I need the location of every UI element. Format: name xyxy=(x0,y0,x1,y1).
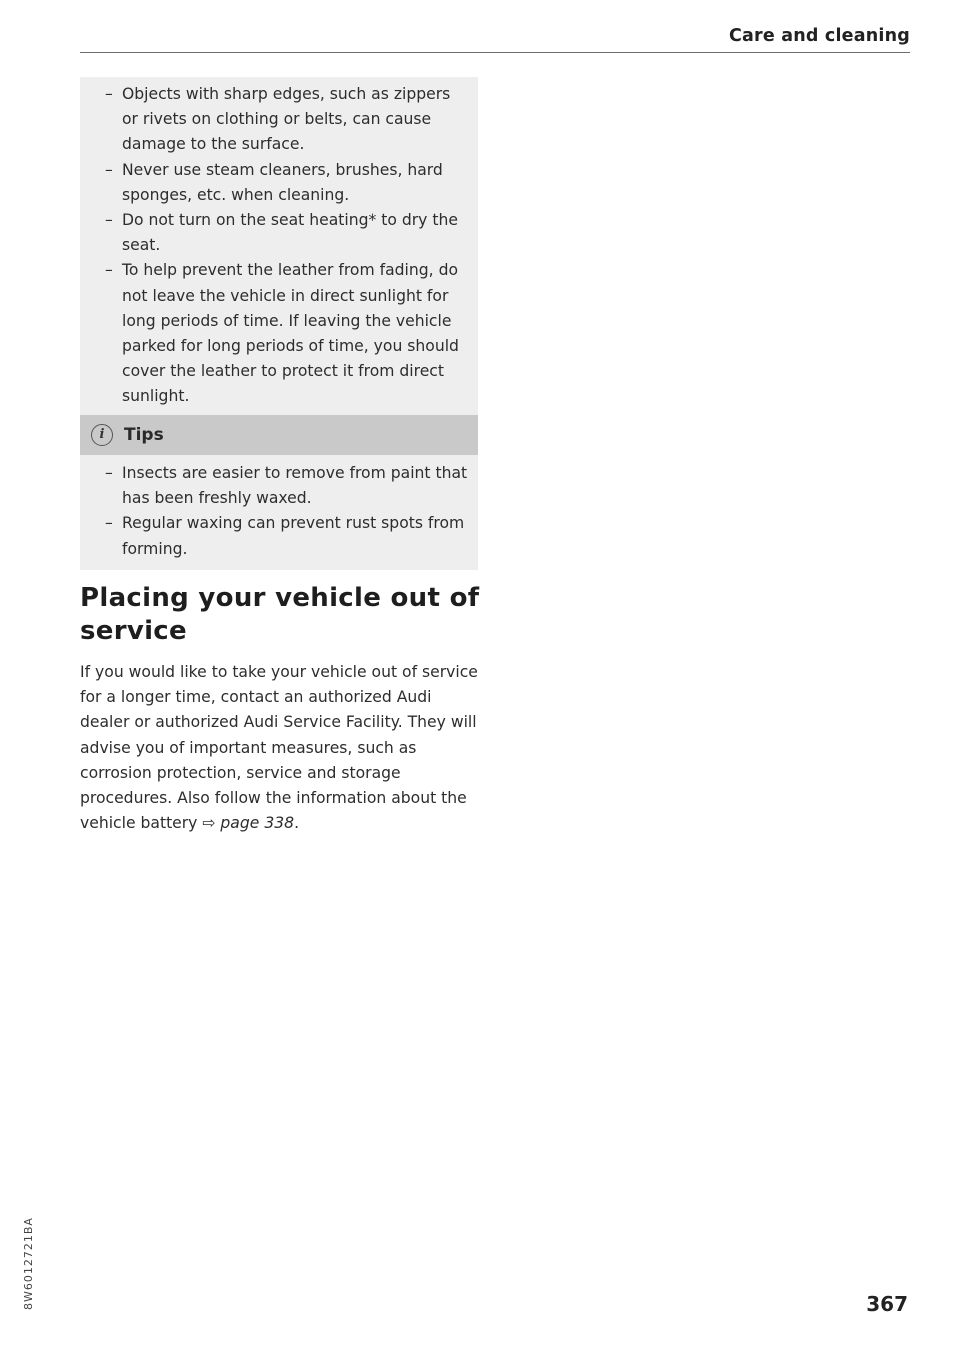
body-paragraph: If you would like to take your vehicle out of service for a longer time, contact an authorized Audi dealer or authorized Audi Service Facility. They will advise you of important measures, such as corrosion protection, service and storage procedures. Also follow the information about the vehicle battery xyxy=(80,663,478,833)
list-item-text: Objects with sharp edges, such as zippers or rivets on clothing or belts, can cause damage to the surface. xyxy=(122,85,451,154)
running-header: Care and cleaning xyxy=(728,26,910,46)
tips-box xyxy=(80,415,478,570)
tips-label: Tips xyxy=(124,425,164,445)
list-item: – Regular waxing can prevent rust spots from forming. xyxy=(105,514,465,558)
list-item-text: To help prevent the leather from fading, do not leave the vehicle in direct sunlight for long periods of time. If leaving the vehicle parked for long periods of time, you should cover the leather to protect it from direct sunlight. xyxy=(122,261,459,406)
list-item: – Do not turn on the seat heating* to dry the seat. xyxy=(105,211,458,255)
header-rule xyxy=(80,52,910,53)
page-number: 367 xyxy=(866,1292,908,1316)
list-item-text: Do not turn on the seat heating* to dry the seat. xyxy=(122,211,458,255)
section-body xyxy=(80,660,480,836)
list-item: – Insects are easier to remove from paint that has been freshly waxed. xyxy=(105,464,468,508)
list-item: – Never use steam cleaners, brushes, hard sponges, etc. when cleaning. xyxy=(105,160,443,204)
section-heading: Placing your vehicle out of service xyxy=(80,583,480,646)
list-item: – To help prevent the leather from fading, do not leave the vehicle in direct sunlight for long periods of time. If leaving the vehicle parked for long periods of time, you should cover the leather to protect it from direct sunlight. xyxy=(105,261,459,406)
document-code: 8W6012721BA xyxy=(22,1217,35,1310)
leather-notes-box xyxy=(80,77,478,418)
list-item-text: Never use steam cleaners, brushes, hard sponges, etc. when cleaning. xyxy=(122,160,443,204)
sentence-end: . xyxy=(294,814,300,833)
list-item-text: Insects are easier to remove from paint that has been freshly waxed. xyxy=(122,464,468,508)
info-icon: i xyxy=(91,424,113,446)
list-item: – Objects with sharp edges, such as zippers or rivets on clothing or belts, can cause damage to the surface. xyxy=(105,85,451,154)
list-item-text: Regular waxing can prevent rust spots from forming. xyxy=(122,514,465,558)
page-reference-link[interactable]: ⇨ page 338 xyxy=(202,814,295,833)
tips-header xyxy=(80,415,478,455)
